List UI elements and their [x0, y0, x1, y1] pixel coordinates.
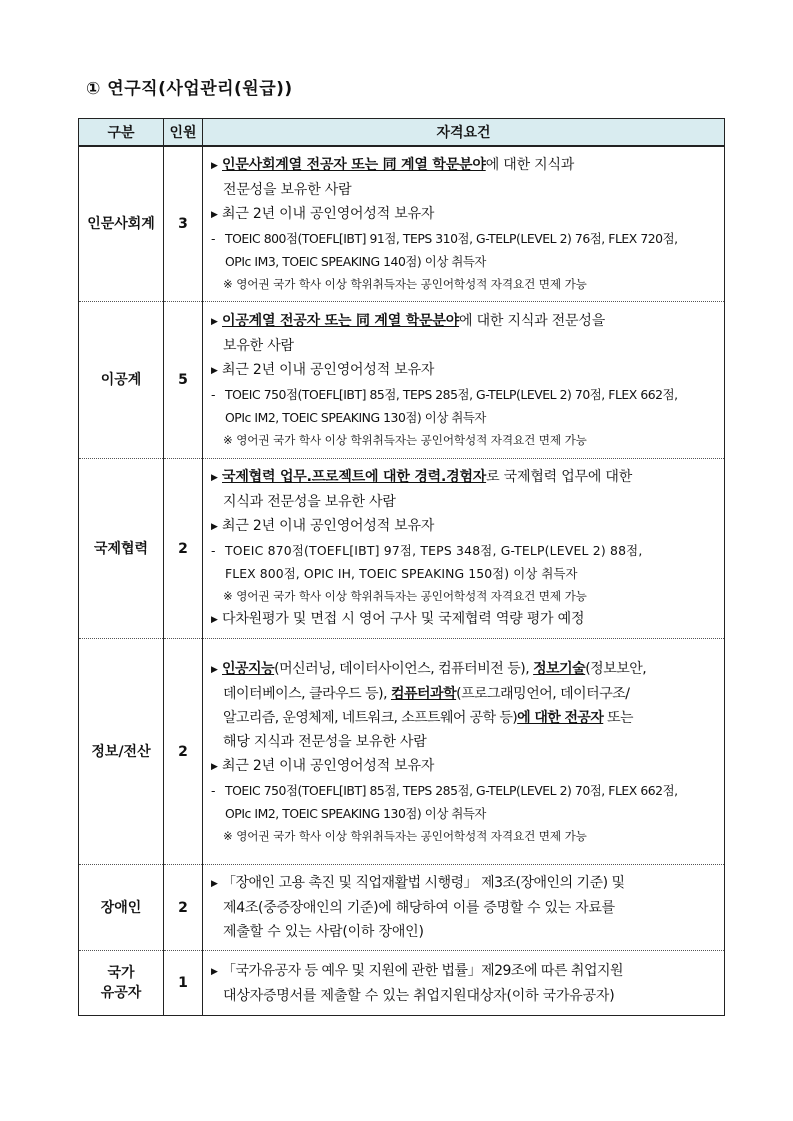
bullet-triangle-icon: ▶ [211, 317, 218, 327]
requirement-cell: ▶ 「국가유공자 등 예우 및 지원에 관한 법률」제29조에 따른 취업지원 대상자증명서를 제출할 수 있는 취업지원대상자(이하 국가유공자) [203, 951, 725, 1016]
requirement-cell: ▶ 「장애인 고용 촉진 및 직업재활법 시행령」 제3조(장애인의 기준) 및 제4조(중증장애인의 기준)에 해당하여 이를 증명할 수 있는 자료를 제출할 수 있는 사람(이하 장애인) [203, 865, 725, 951]
count-cell: 2 [164, 865, 203, 951]
category-cell: 장애인 [79, 865, 164, 951]
bullet-triangle-icon: ▶ [211, 522, 218, 532]
category-cell: 국제협력 [79, 459, 164, 639]
count-cell: 1 [164, 951, 203, 1016]
table-row [79, 146, 725, 302]
table-header-row [79, 119, 725, 147]
table-row [79, 639, 725, 865]
category-cell: 인문사회계 [79, 146, 164, 302]
requirement-cell: ▶ 인문사회계열 전공자 또는 同 계열 학문분야에 대한 지식과 전문성을 보유한 사람 ▶ 최근 2년 이내 공인영어성적 보유자 - TOEIC 800점(TOEFL[IBT] 91점, TEPS 310점, G-TELP(LEVEL 2) 76점, FLEX 720점, OPIc IM3, TOEIC SPEAKING 140점) 이상 취득자 ※ 영어권 국가 학사 이상 학위취득자는 공인어학성적 자격요건 면제 가능 [203, 146, 725, 302]
category-cell: 이공계 [79, 302, 164, 459]
bullet-triangle-icon: ▶ [211, 966, 218, 977]
requirement-cell: ▶ 이공계열 전공자 또는 同 계열 학문분야에 대한 지식과 전문성을 보유한 사람 ▶ 최근 2년 이내 공인영어성적 보유자 - TOEIC 750점(TOEFL[IBT] 85점, TEPS 285점, G-TELP(LEVEL 2) 70점, FLEX 662점, OPIc IM2, TOEIC SPEAKING 130점) 이상 취득자 ※ 영어권 국가 학사 이상 학위취득자는 공인어학성적 자격요건 면제 가능 [203, 302, 725, 459]
requirement-cell: ▶ 국제협력 업무.프로젝트에 대한 경력.경험자로 국제협력 업무에 대한 지식과 전문성을 보유한 사람 ▶ 최근 2년 이내 공인영어성적 보유자 - TOEIC 870점(TOEFL[IBT] 97점, TEPS 348점, G-TELP(LEVEL 2) 88점, FLEX 800점, OPIC IH, TOEIC SPEAKING 150점) 이상 취득자 ※ 영어권 국가 학사 이상 학위취득자는 공인어학성적 자격요건 면제 가능 ▶ 다차원평가 및 면접 시 영어 구사 및 국제협력 역량 평가 예정 [203, 459, 725, 639]
bullet-triangle-icon: ▶ [211, 879, 218, 889]
bullet-triangle-icon: ▶ [211, 473, 218, 483]
requirement-cell: ▶ 인공지능(머신러닝, 데이터사이언스, 컴퓨터비전 등), 정보기술(정보보안, 데이터베이스, 클라우드 등), 컴퓨터과학(프로그래밍언어, 데이터구조/ 알고리즘, 운영체제, 네트워크, 소프트웨어 공학 등)에 대한 전공자 또는 해당 지식과 전문성을 보유한 사람 ▶ 최근 2년 이내 공인영어성적 보유자 - TOEIC 750점(TOEFL[IBT] 85점, TEPS 285점, G-TELP(LEVEL 2) 70점, FLEX 662점, OPIc IM2, TOEIC SPEAKING 130점) 이상 취득자 ※ 영어권 국가 학사 이상 학위취득자는 공인어학성적 자격요건 면제 가능 [203, 639, 725, 865]
table-row [79, 951, 725, 1016]
category-cell: 국가 유공자 [79, 951, 164, 1016]
count-cell: 2 [164, 459, 203, 639]
count-cell: 2 [164, 639, 203, 865]
category-cell: 정보/전산 [79, 639, 164, 865]
bullet-triangle-icon: ▶ [211, 161, 218, 171]
header-count: 인원 [164, 119, 203, 147]
bullet-triangle-icon: ▶ [211, 761, 218, 772]
table-row [79, 865, 725, 951]
bullet-triangle-icon: ▶ [211, 664, 218, 675]
requirements-table [78, 118, 725, 1016]
count-cell: 5 [164, 302, 203, 459]
count-cell: 3 [164, 146, 203, 302]
bullet-triangle-icon: ▶ [211, 366, 218, 376]
table-row [79, 302, 725, 459]
table-row [79, 459, 725, 639]
header-category: 구분 [79, 119, 164, 147]
header-requirements: 자격요건 [203, 119, 725, 147]
page-title: ① 연구직(사업관리(원급)) [86, 79, 293, 99]
bullet-triangle-icon: ▶ [211, 210, 218, 220]
bullet-triangle-icon: ▶ [211, 615, 218, 625]
